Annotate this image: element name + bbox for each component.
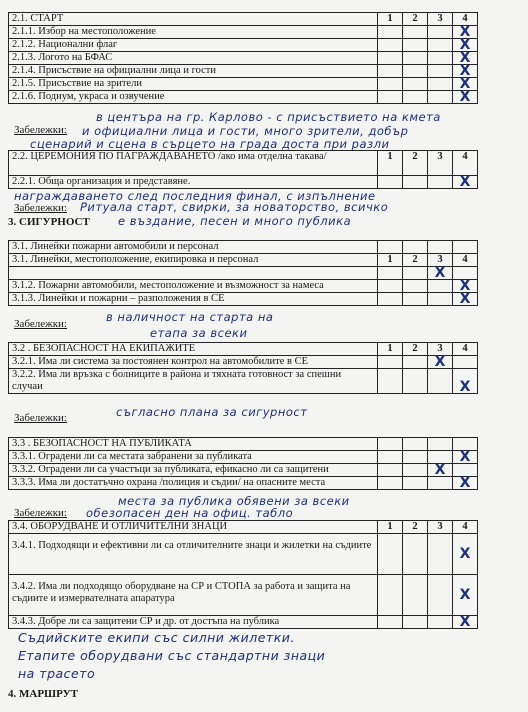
row-label: 3.4.3. Добре ли са защитени СР и др. от достъпа на публика — [9, 616, 378, 629]
col-header-2: 2 — [403, 521, 428, 534]
row-label: 3.1. Линейки, местоположение, екипировка и персонал — [9, 254, 378, 267]
handwritten-note: съгласно плана за сигурност — [116, 405, 308, 419]
handwritten-note: места за публика обявени за всеки — [118, 494, 350, 508]
mark-x: X — [453, 477, 478, 490]
handwritten-note: в центъра на гр. Карлово - с присъствието на кмета — [96, 110, 441, 124]
mark-x: X — [453, 78, 478, 91]
col-header-1: 1 — [378, 151, 403, 176]
ceremony-table — [8, 150, 478, 189]
table-row — [9, 78, 478, 91]
mark-x: X — [453, 534, 478, 575]
mark-x: X — [453, 176, 478, 189]
col-header-3: 3 — [428, 521, 453, 534]
block3-title: 3.3 . БЕЗОПАСНОСТ НА ПУБЛИКАТА — [9, 438, 378, 451]
col-header-3: 3 — [428, 343, 453, 356]
col-header-1: 1 — [378, 254, 403, 267]
table-row — [9, 267, 478, 280]
handwritten-note: е въздание, песен и много публика — [118, 214, 352, 228]
public-safety-table — [8, 437, 478, 490]
col-header-2: 2 — [403, 151, 428, 176]
table-row — [9, 280, 478, 293]
handwritten-note: награждаването след последния финал, с изпълнение — [14, 189, 376, 203]
col-header-4: 4 — [453, 254, 478, 267]
table-row — [9, 477, 478, 490]
ceremony-title: 2.2. ЦЕРЕМОНИЯ ПО ПАГРАЖДАВАНЕТО /ако има отделна такава/ — [9, 151, 378, 176]
mark-x: X — [453, 91, 478, 104]
col-header-2: 2 — [403, 254, 428, 267]
table-row — [9, 39, 478, 52]
table-row — [9, 451, 478, 464]
block4-title: 3.4. ОБОРУДВАНЕ И ОТЛИЧИТЕЛНИ ЗНАЦИ — [9, 521, 378, 534]
mark-x: X — [428, 464, 453, 477]
mark-x: X — [453, 293, 478, 306]
row-label: 2.1.5. Присъствие на зрители — [9, 78, 378, 91]
handwritten-note: обезопасен ден на офиц. табло — [86, 506, 294, 520]
mark-x: X — [453, 369, 478, 394]
table-row — [9, 176, 478, 189]
start-table — [8, 12, 478, 104]
col-header-1: 1 — [378, 13, 403, 26]
row-label: 2.1.3. Логото на БФАС — [9, 52, 378, 65]
row-label: 2.1.1. Избор на местоположение — [9, 26, 378, 39]
notes-label: Забележки: — [14, 507, 67, 519]
handwritten-note: на трасето — [18, 666, 96, 681]
table-row — [9, 65, 478, 78]
crews-safety-table — [8, 342, 478, 394]
row-label: 2.1.2. Национални флаг — [9, 39, 378, 52]
table-row — [9, 616, 478, 629]
notes-label: Забележки: — [14, 202, 67, 214]
row-label: 2.1.6. Подиум, украса и озвучение — [9, 91, 378, 104]
route-heading: 4. МАРШРУТ — [8, 688, 78, 700]
col-header-4: 4 — [453, 521, 478, 534]
col-header-1: 1 — [378, 343, 403, 356]
mark-x: X — [453, 52, 478, 65]
handwritten-note: в наличност на старта на — [106, 310, 274, 324]
col-header-4: 4 — [453, 13, 478, 26]
col-header-1: 1 — [378, 521, 403, 534]
col-header-3: 3 — [428, 254, 453, 267]
security-heading: 3. СИГУРНОСТ — [8, 216, 90, 228]
table-row — [9, 91, 478, 104]
notes-label: Забележки: — [14, 318, 67, 330]
table-row — [9, 52, 478, 65]
mark-x: X — [453, 451, 478, 464]
notes-label: Забележки: — [14, 124, 67, 136]
mark-x: X — [428, 356, 453, 369]
ambulance-table — [8, 240, 478, 306]
col-header-4: 4 — [453, 151, 478, 176]
col-header-3: 3 — [428, 13, 453, 26]
row-label: 3.3.3. Има ли достатъчно охрана /полиция и съдии/ на опасните места — [9, 477, 378, 490]
col-header-2: 2 — [403, 13, 428, 26]
start-title: 2.1. СТАРТ — [9, 13, 378, 26]
mark-x: X — [453, 575, 478, 616]
table-row — [9, 293, 478, 306]
row-label: 3.4.1. Подходящи и ефективни ли са отличителните знаци и жилетки на съдиите — [9, 534, 378, 575]
row-label: 3.1.3. Линейки и пожарни – разположения в СЕ — [9, 293, 378, 306]
row-label: 2.2.1. Обща организация и представяне. — [9, 176, 378, 189]
mark-x: X — [453, 39, 478, 52]
mark-x: X — [453, 280, 478, 293]
table-row — [9, 464, 478, 477]
row-label: 3.4.2. Има ли подходящо оборудване на СР и СТОПА за работа и защита на съдиите и измервателната апаратура — [9, 575, 378, 616]
handwritten-note: Ритуала старт, свирки, за новаторство, всичко — [80, 200, 389, 214]
handwritten-note: Съдийските екипи със силни жилетки. — [18, 630, 295, 645]
table-row — [9, 575, 478, 616]
block2-title: 3.2 . БЕЗОПАСНОСТ НА ЕКИПАЖИТЕ — [9, 343, 378, 356]
handwritten-note: Етапите оборудвани със стандартни знаци — [18, 648, 326, 663]
row-label: 3.3.2. Оградени ли са участъци за публиката, ефикасно ли са защитени — [9, 464, 378, 477]
row-label: 3.3.1. Оградени ли са местата забранени за публиката — [9, 451, 378, 464]
handwritten-note: етапа за всеки — [150, 326, 248, 340]
col-header-3: 3 — [428, 151, 453, 176]
block1-title: 3.1. Линейки пожарни автомобили и персонал — [9, 241, 378, 254]
table-row — [9, 369, 478, 394]
notes-label: Забележки: — [14, 412, 67, 424]
mark-x: X — [453, 616, 478, 629]
mark-x: X — [453, 26, 478, 39]
row-label: 2.1.4. Присъствие на официални лица и гости — [9, 65, 378, 78]
table-row — [9, 26, 478, 39]
row-label: 3.1.2. Пожарни автомобили, местоположение и възможност за намеса — [9, 280, 378, 293]
table-row — [9, 356, 478, 369]
mark-x: X — [428, 267, 453, 280]
row-label: 3.2.2. Има ли връзка с болниците в района и тяхната готовност за спешни случаи — [9, 369, 378, 394]
equipment-table — [8, 520, 478, 629]
col-header-2: 2 — [403, 343, 428, 356]
col-header-4: 4 — [453, 343, 478, 356]
table-row — [9, 534, 478, 575]
handwritten-note: сценарий и сцена в сърцето на града доста при разли — [30, 137, 390, 151]
row-label: 3.2.1. Има ли система за постоянен контрол на автомобилите в СЕ — [9, 356, 378, 369]
mark-x: X — [453, 65, 478, 78]
handwritten-note: и официални лица и гости, много зрители, добър — [82, 124, 409, 138]
